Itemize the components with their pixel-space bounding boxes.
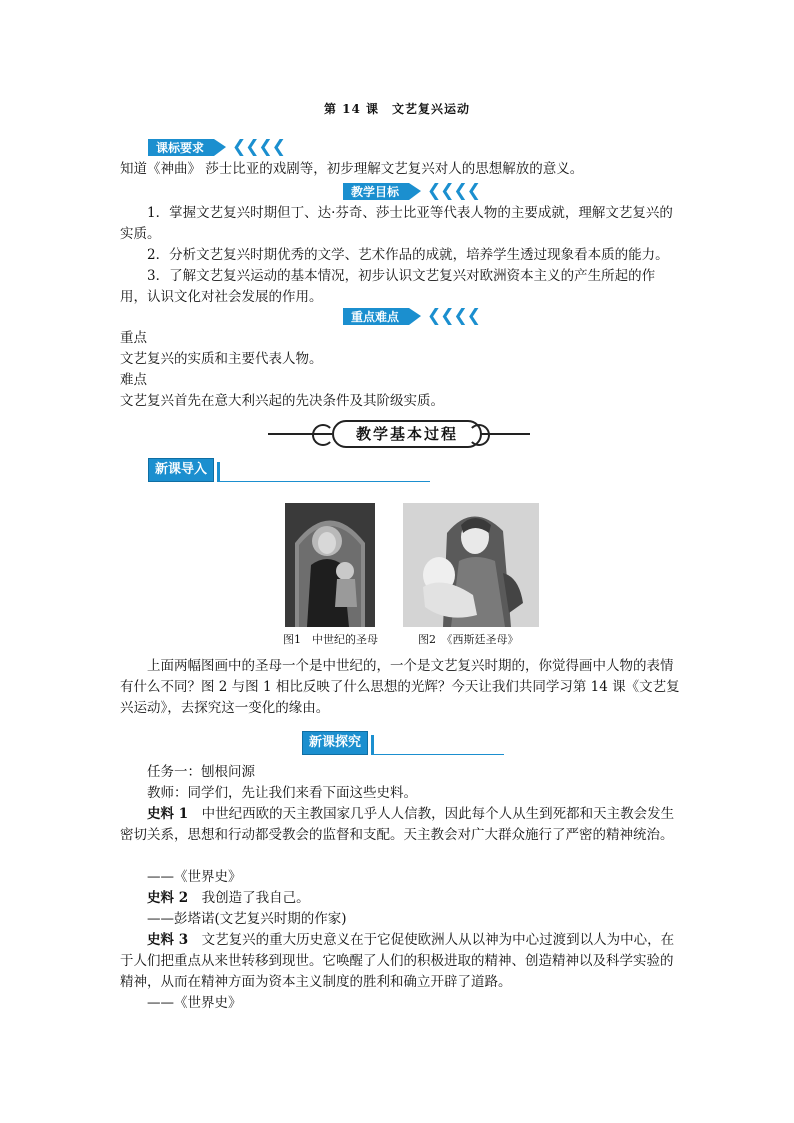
figure1-caption: 图1 中世纪的圣母 bbox=[283, 633, 378, 646]
chevrons-icon: ❮❮❮❮ bbox=[427, 306, 480, 326]
keypoints-band bbox=[343, 306, 480, 326]
objectives-label: 教学目标 bbox=[343, 183, 409, 200]
objective-item: 1．掌握文艺复兴时期但丁、达·芬奇、莎士比亚等代表人物的主要成就，理解文艺复兴的实质。 bbox=[120, 205, 673, 242]
explore-tag bbox=[302, 731, 504, 755]
source1-paragraph bbox=[120, 804, 680, 846]
intro-tag bbox=[148, 458, 430, 482]
difficulty-text: 文艺复兴首先在意大利兴起的先决条件及其阶级实质。 bbox=[120, 393, 444, 409]
chevrons-icon: ❮❮❮❮ bbox=[427, 181, 480, 201]
sistine-madonna-image bbox=[403, 503, 539, 627]
tag-rule bbox=[220, 481, 430, 482]
tag-rule bbox=[374, 754, 504, 755]
medieval-madonna-image bbox=[285, 503, 375, 627]
swirl-icon bbox=[312, 424, 334, 446]
process-banner-title: 教学基本过程 bbox=[332, 420, 482, 448]
intro-text: 上面两幅图画中的圣母一个是中世纪的，一个是文艺复兴时期的，你觉得画中人物的表情有什么不同？图 2 与图 1 相比反映了什么思想的光辉？今天让我们共同学习第 14 课《文艺复兴运动》，去探究这一变化的缘由。 bbox=[120, 658, 680, 716]
tag-bar bbox=[217, 462, 220, 482]
figure2-caption: 图2 《西斯廷圣母》 bbox=[418, 633, 519, 646]
source3-paragraph bbox=[120, 930, 680, 993]
source1-text: 中世纪西欧的天主教国家几乎人人信教，因此每个人从生到死都和天主教会发生密切关系，思想和行动都受教会的监督和支配。天主教会对广大群众施行了严密的精神统治。 bbox=[120, 806, 675, 843]
source3-cite: ——《世界史》 bbox=[147, 995, 242, 1011]
curriculum-text: 知道《神曲》 莎士比亚的戏剧等，初步理解文艺复兴对人的思想解放的意义。 bbox=[120, 161, 584, 177]
banner-rule-right bbox=[480, 433, 530, 435]
swirl-icon bbox=[468, 424, 490, 446]
intro-tag-label: 新课导入 bbox=[148, 458, 214, 482]
source3-text: 文艺复兴的重大历史意义在于它促使欧洲人从以神为中心过渡到以人为中心，在于人们把重点从来世转移到现世。它唤醒了人们的积极进取的精神、创造精神以及科学实验的精神，从而在精神方面为资本主义制度的胜利和确立开辟了道路。 bbox=[120, 932, 675, 990]
source2-label: 史料 2 bbox=[147, 890, 189, 906]
focus-heading: 重点 bbox=[120, 330, 147, 346]
objectives-band bbox=[343, 181, 480, 201]
source2-text: 我创造了我自己。 bbox=[201, 890, 310, 906]
source2-cite: ——彭塔诺(文艺复兴时期的作家) bbox=[147, 911, 347, 927]
source1-label: 史料 1 bbox=[147, 806, 189, 822]
source3-label: 史料 3 bbox=[147, 932, 189, 948]
source1-cite: ——《世界史》 bbox=[147, 869, 242, 885]
lesson-title: 第 14 课 文艺复兴运动 bbox=[323, 102, 471, 116]
process-banner bbox=[268, 420, 530, 446]
keypoints-label: 重点难点 bbox=[343, 308, 409, 325]
objective-item: 3．了解文艺复兴运动的基本情况，初步认识文艺复兴对欧洲资本主义的产生所起的作用，认识文化对社会发展的作用。 bbox=[120, 268, 656, 305]
teacher-line: 教师：同学们，先让我们来看下面这些史料。 bbox=[147, 785, 417, 801]
difficulty-heading: 难点 bbox=[120, 372, 147, 388]
explore-tag-label: 新课探究 bbox=[302, 731, 368, 755]
chevrons-icon: ❮❮❮❮ bbox=[232, 137, 285, 157]
source2-paragraph bbox=[120, 888, 680, 909]
focus-text: 文艺复兴的实质和主要代表人物。 bbox=[120, 351, 323, 367]
curriculum-band bbox=[148, 137, 285, 157]
objective-item: 2．分析文艺复兴时期优秀的文学、艺术作品的成就，培养学生透过现象看本质的能力。 bbox=[147, 247, 669, 263]
tag-bar bbox=[371, 735, 374, 755]
curriculum-label: 课标要求 bbox=[148, 139, 214, 156]
task1-heading: 任务一：刨根问源 bbox=[147, 764, 255, 780]
